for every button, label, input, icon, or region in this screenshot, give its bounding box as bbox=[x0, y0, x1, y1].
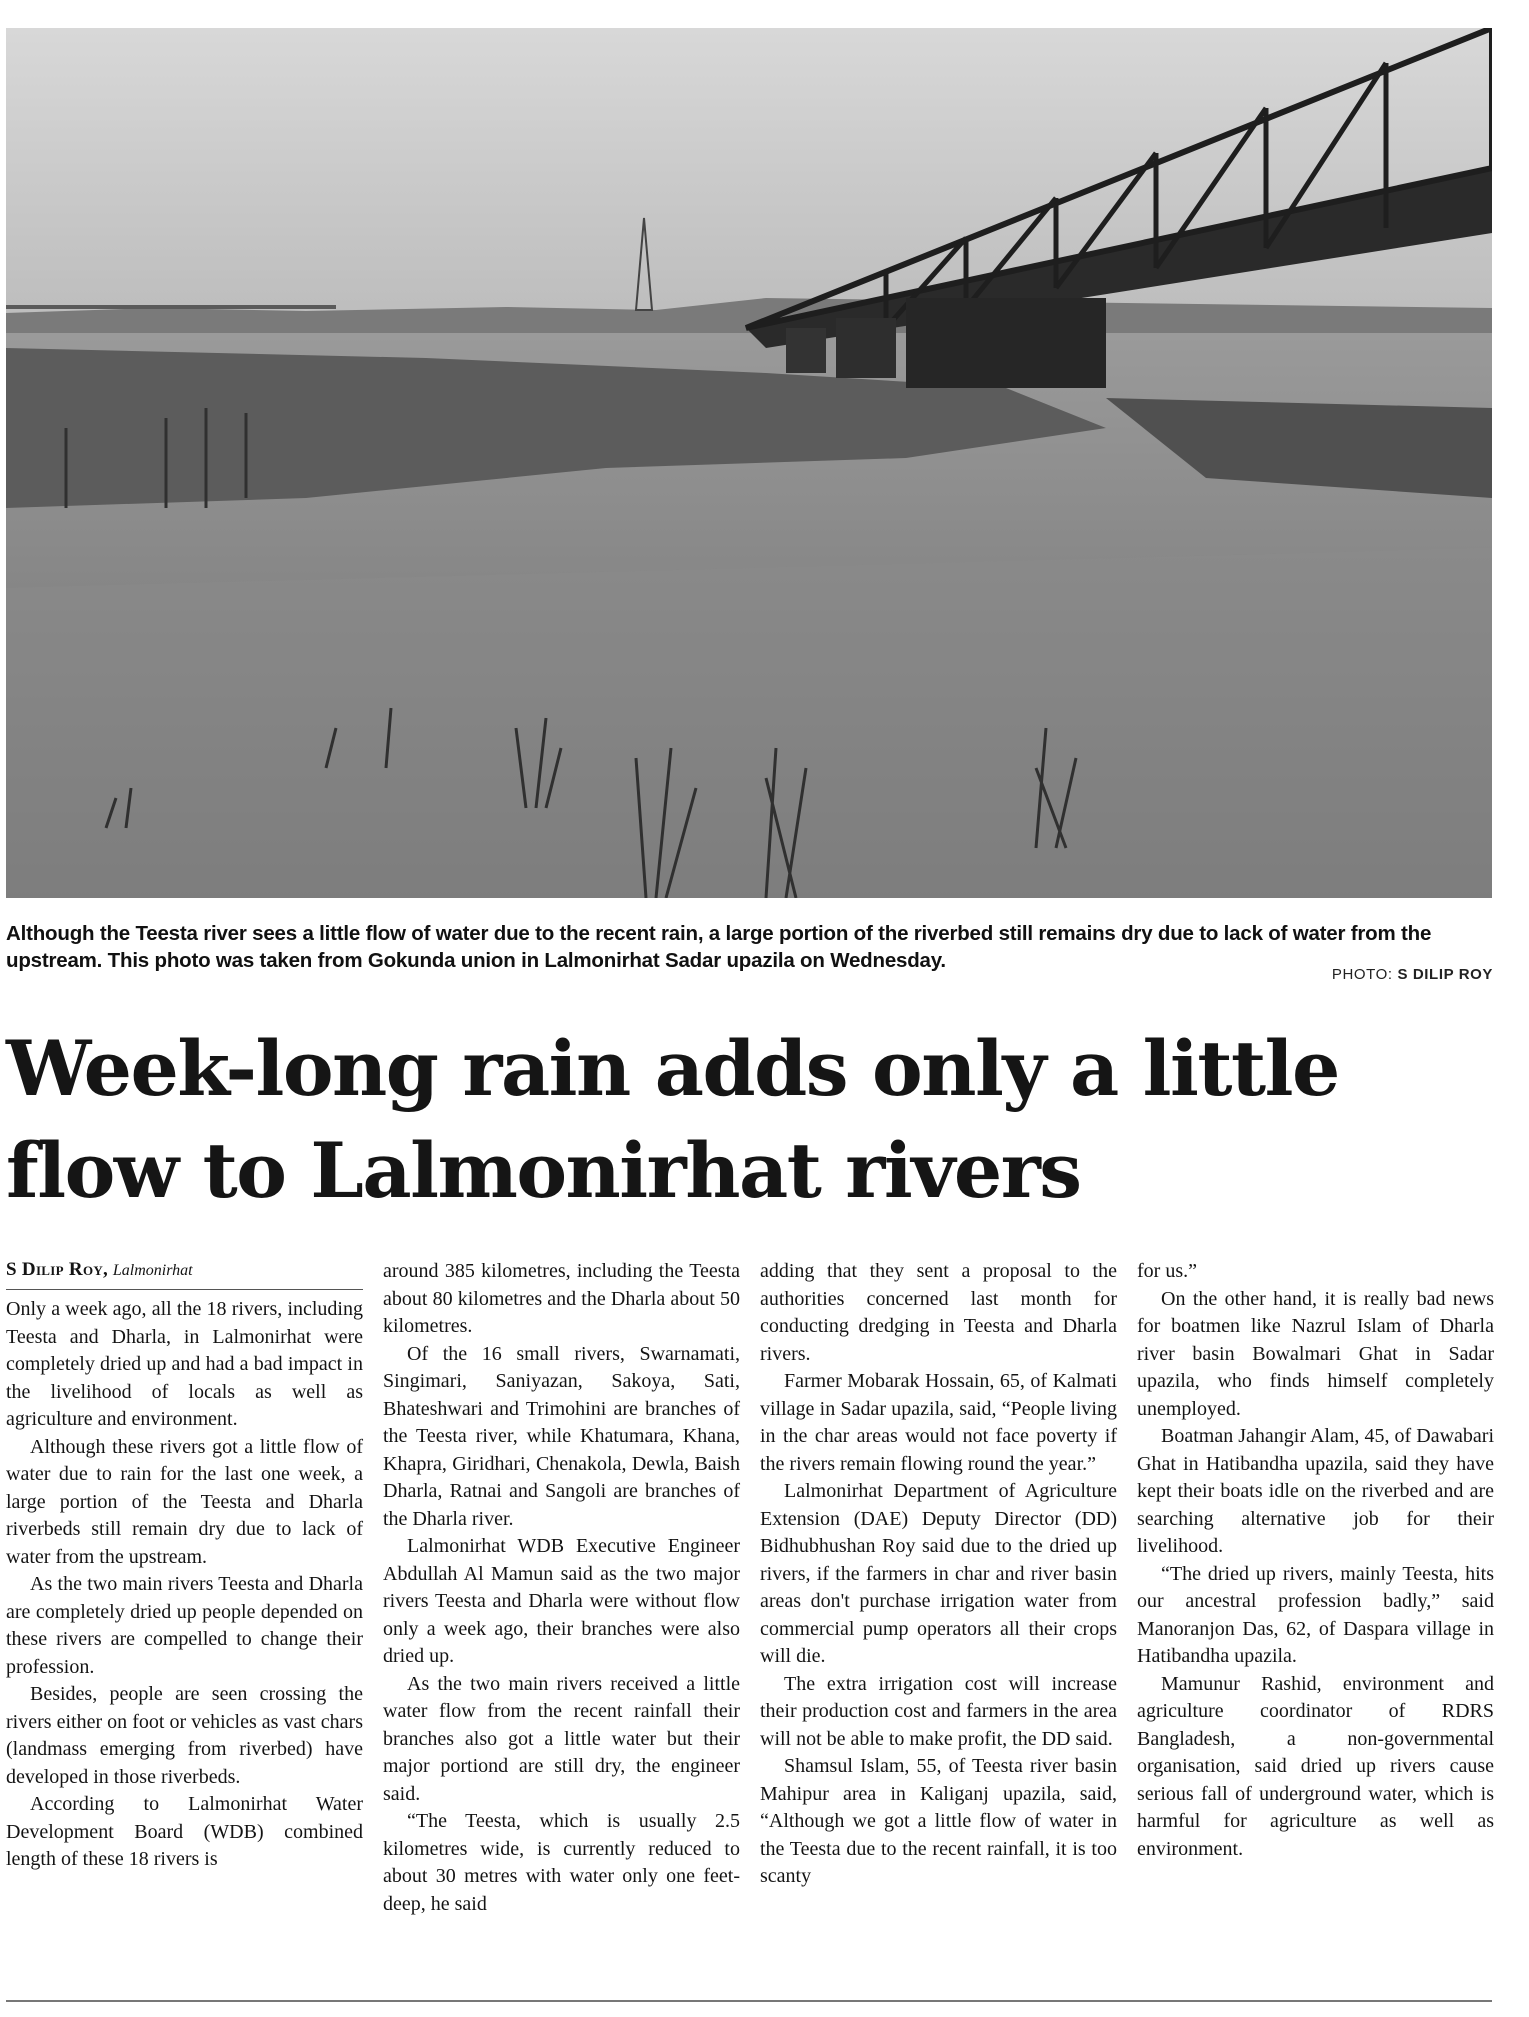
paragraph: for us.” bbox=[1137, 1260, 1197, 1282]
byline bbox=[6, 1258, 363, 1290]
article-column-3 bbox=[760, 1258, 1117, 1998]
photo-caption-text: Although the Teesta river sees a little flow of water due to the recent rain, a large portion of the riverbed still remains dry due to lack of water from the upstream. This photo was taken from Gokunda union in Lalmonirhat Sadar upazila on Wednesday. bbox=[6, 922, 1432, 972]
paragraph: Boatman Jahangir Alam, 45, of Dawabari Ghat in Hatibandha upazila, said they have kept their boats idle on the riverbed and are searching alternative job for their livelihood. bbox=[1137, 1425, 1494, 1557]
byline-location: Lalmonirhat bbox=[112, 1262, 193, 1279]
paragraph: Of the 16 small rivers, Swarnamati, Singimari, Saniyazan, Sakoya, Sati, Bhateshwari and Trimohini are branches of the Teesta river, while Khatumara, Khana, Khapra, Giridhari, Chenakola, Dewla, Baish Dharla, Ratnai and Sangoli are branches of the Dharla river. bbox=[383, 1342, 740, 1530]
paragraph: Lalmonirhat WDB Executive Engineer Abdullah Al Mamun said as the two major rivers Teesta and Dharla were without flow only a week ago, their branches were also dried up. bbox=[383, 1535, 740, 1667]
paragraph: As the two main rivers received a little water flow from the recent rainfall their branches also got a little water but their major portiond are still dry, the engineer said. bbox=[383, 1672, 740, 1805]
paragraph: Shamsul Islam, 55, of Teesta river basin Mahipur area in Kaliganj upazila, said, “Although we got a little flow of water in the Teesta due to the recent rainfall, it is too scanty bbox=[760, 1755, 1117, 1887]
paragraph: Besides, people are seen crossing the rivers either on foot or vehicles as vast chars (landmass emerging from riverbed) have developed in those riverbeds. bbox=[6, 1683, 363, 1788]
paragraph: The extra irrigation cost will increase their production cost and farmers in the area will not be able to make profit, the DD said. bbox=[760, 1672, 1117, 1750]
paragraph: adding that they sent a proposal to the authorities concerned last month for conducting dredging in Teesta and Dharla rivers. bbox=[760, 1260, 1117, 1365]
river-bridge-photo bbox=[6, 28, 1492, 898]
photo-credit-name: S DILIP ROY bbox=[1397, 966, 1493, 983]
paragraph: “The dried up rivers, mainly Teesta, hits our ancestral profession badly,” said Manoranjon Das, 62, of Daspara village in Hatibandha upazila. bbox=[1137, 1562, 1494, 1667]
paragraph: Mamunur Rashid, environment and agriculture coordinator of RDRS Bangladesh, a non-governmental organisation, said dried up rivers cause serious fall of underground water, which is harmful for agriculture as well as environment. bbox=[1137, 1672, 1494, 1860]
bottom-rule bbox=[6, 2000, 1492, 2002]
article-body bbox=[6, 1258, 1496, 1998]
article-column-1 bbox=[6, 1258, 363, 1998]
paragraph: around 385 kilometres, including the Teesta about 80 kilometres and the Dharla about 50 kilometres. bbox=[383, 1260, 740, 1337]
photo-caption bbox=[6, 920, 1492, 974]
paragraph: Only a week ago, all the 18 rivers, including Teesta and Dharla, in Lalmonirhat were completely dried up and had a bad impact in the livelihood of locals as well as agriculture and environment. bbox=[6, 1298, 363, 1430]
byline-author: S Dilip Roy, bbox=[6, 1259, 109, 1280]
paragraph: According to Lalmonirhat Water Development Board (WDB) combined length of these 18 rivers is bbox=[6, 1793, 363, 1870]
paragraph: Lalmonirhat Department of Agriculture Extension (DAE) Deputy Director (DD) Bidhubhushan Roy said due to the dried up rivers, if the farmers in char and river basin areas don't purchase irrigation water from commercial pump operators all their crops will die. bbox=[760, 1480, 1117, 1667]
photo-credit bbox=[1332, 966, 1493, 983]
photo-credit-label: PHOTO: bbox=[1331, 966, 1393, 983]
article-column-2 bbox=[383, 1258, 740, 1998]
headline: Week-long rain adds only a little flow to Lalmonirhat rivers bbox=[6, 1024, 1339, 1215]
article-column-4 bbox=[1137, 1258, 1494, 1998]
paragraph: Farmer Mobarak Hossain, 65, of Kalmati village in Sadar upazila, said, “People living in the char areas would not face poverty if the rivers remain flowing round the year.” bbox=[760, 1370, 1117, 1475]
paragraph: “The Teesta, which is usually 2.5 kilometres wide, is currently reduced to about 30 metres with water only one feet-deep, he said bbox=[383, 1810, 740, 1915]
photo-illustration bbox=[6, 28, 1492, 898]
paragraph: As the two main rivers Teesta and Dharla are completely dried up people depended on these rivers are compelled to change their profession. bbox=[6, 1573, 363, 1678]
paragraph: On the other hand, it is really bad news for boatmen like Nazrul Islam of Dharla river basin Bowalmari Ghat in Sadar upazila, who finds himself completely unemployed. bbox=[1137, 1287, 1494, 1420]
paragraph: Although these rivers got a little flow of water due to rain for the last one week, a large portion of the Teesta and Dharla riverbeds still remain dry due to lack of water from the upstream. bbox=[6, 1435, 363, 1568]
